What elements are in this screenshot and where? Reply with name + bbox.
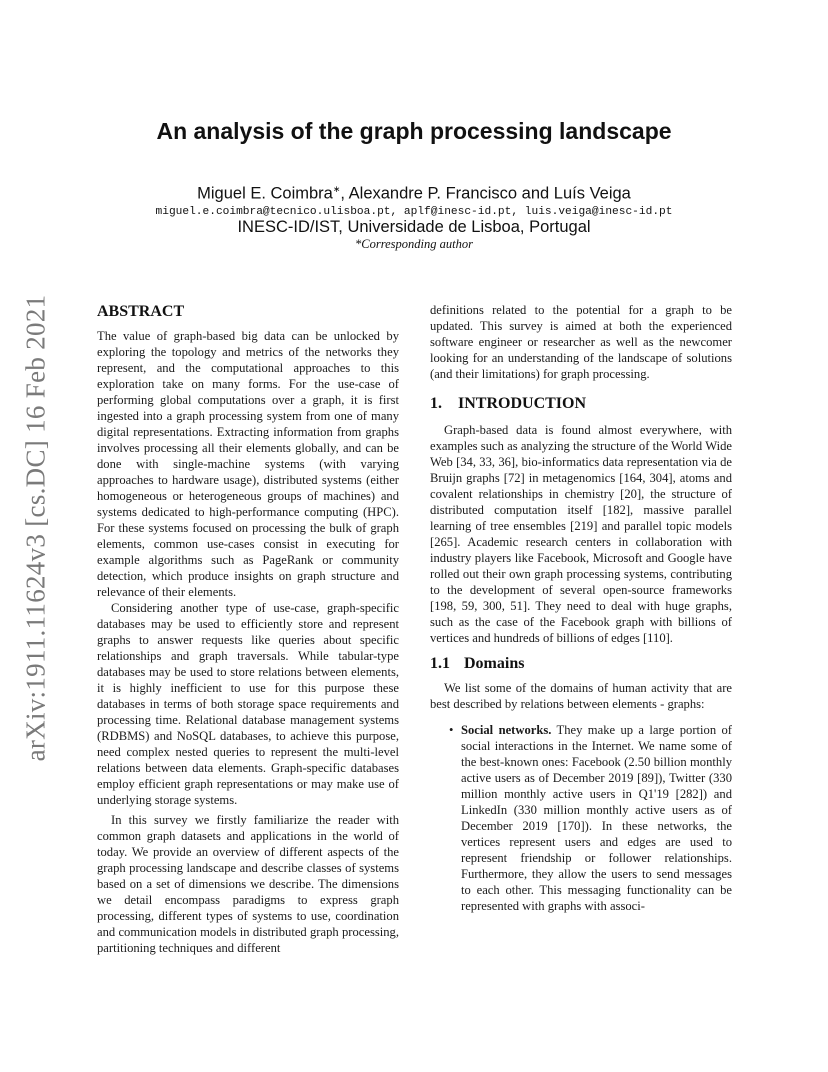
domains-intro: We list some of the domains of human activity that are best described by relations between elements - graphs: (430, 681, 732, 711)
left-column (97, 302, 399, 956)
subsection-number: 1.1 (430, 655, 450, 672)
list-item-text (461, 722, 732, 914)
list-item (430, 722, 732, 914)
subsection-title: Domains (464, 655, 525, 672)
section-number: 1. (430, 395, 442, 412)
paper-title: An analysis of the graph processing landscape (156, 118, 672, 144)
affiliation: INESC-ID/IST, Universidade de Lisboa, Portugal (237, 218, 591, 236)
subsection-heading (430, 654, 732, 674)
section-heading (430, 394, 732, 414)
section-title: INTRODUCTION (458, 395, 587, 412)
list-item-title: Social networks. (461, 723, 552, 737)
domains-list (430, 722, 732, 914)
introduction-paragraph: Graph-based data is found almost everywhere, with examples such as analyzing the structure of the World Wide Web [34, 33, 36], bio-informatics data representation via de Bruijn graphs [72] in metagenomics [164, 304], atoms and covalent relationships in chemistry [20], the structure of distributed computation itself [182], massive parallel learning of tree ensembles [219] and parallel topic models [265]. Academic research centers in collaboration with industry players like Facebook, Microsoft and Google have rolled out their own graph processing systems, contributing to the development of several open-source frameworks [198, 59, 300, 51]. They need to deal with huge graphs, such as the case of the Facebook graph with billions of vertices and hundreds of billions of edges [110]. (430, 423, 732, 645)
abstract-paragraph: Considering another type of use-case, graph-specific databases may be used to efficiently store and represent graphs to answer requests like queries about specific relationships and graph traversals. While tabular-type databases may be used to store relations between elements, it is highly inefficient to use for this purpose these databases in terms of both storage space requirements and processing time. Relational database management systems (RDBMS) and NoSQL databases, to achieve this purpose, need complex nested queries to represent the multi-level relations between data elements. Graph-specific databases employ efficient graph representations or may make use of underlying storage systems. (97, 601, 399, 807)
list-item-body: They make up a large portion of social interactions in the Internet. We name some of the best-known ones: Facebook (2.50 billion monthly active users as of December 2019 [89]), Twitter (330 million monthly active users in Q1'19 [282]) and LinkedIn (330 million monthly active users as of December 2019 [170]). In these networks, the vertices represent users and edges are used to represent friendship or follower relationships. Furthermore, they allow the users to send messages to each other. This messaging functionality can be represented with graphs with associ- (461, 723, 732, 913)
bullet-icon: • (449, 723, 454, 737)
abstract-paragraph: The value of graph-based big data can be unlocked by exploring the topology and metrics of the networks they represent, and the computational approaches to this exploration take on many forms. For the use-case of performing global computations over a graph, it is first ingested into a graph processing system from one of many digital representations. Extracting information from graphs involves processing all their elements globally, and can be done with single-machine systems (with varying approaches to hardware usage), distributed systems (either homogeneous or heterogeneous groups of machines) and systems dedicated to high-performance computing (HPC). For these systems focused on processing the bulk of graph elements, common use-cases consist in executing for example algorithms such as PageRank or community detection, which produce insights on graph structure and relevance of their elements. (97, 329, 399, 599)
author-names-rest: , Alexandre P. Francisco and Luís Veiga (340, 184, 631, 203)
author-emails: miguel.e.coimbra@tecnico.ulisboa.pt, aplf@inesc-id.pt, luis.veiga@inesc-id.pt (155, 206, 673, 218)
abstract-heading: ABSTRACT (97, 303, 185, 320)
corresponding-note: *Corresponding author (355, 237, 473, 251)
right-column (430, 302, 732, 914)
author-name: Miguel E. Coimbra (197, 184, 333, 203)
abstract-paragraph: In this survey we firstly familiarize the reader with common graph datasets and applications in the world of today. We provide an overview of different aspects of the graph processing landscape and describe classes of systems based on a set of dimensions we describe. The dimensions we detail encompass paradigms to express graph processing, different types of systems to use, coordination and communication models in distributed graph processing, partitioning techniques and different (97, 813, 399, 955)
abstract-continuation: definitions related to the potential for a graph to be updated. This survey is aimed at both the experienced software engineer or researcher as well as the newcomer looking for an understanding of the landscape of solutions (and their limitations) for graph processing. (430, 303, 732, 381)
arxiv-identifier: arXiv:1911.11624v3 [cs.DC] 16 Feb 2021 (20, 294, 51, 762)
author-list (0, 184, 828, 204)
corresponding-mark: ∗ (332, 184, 341, 194)
